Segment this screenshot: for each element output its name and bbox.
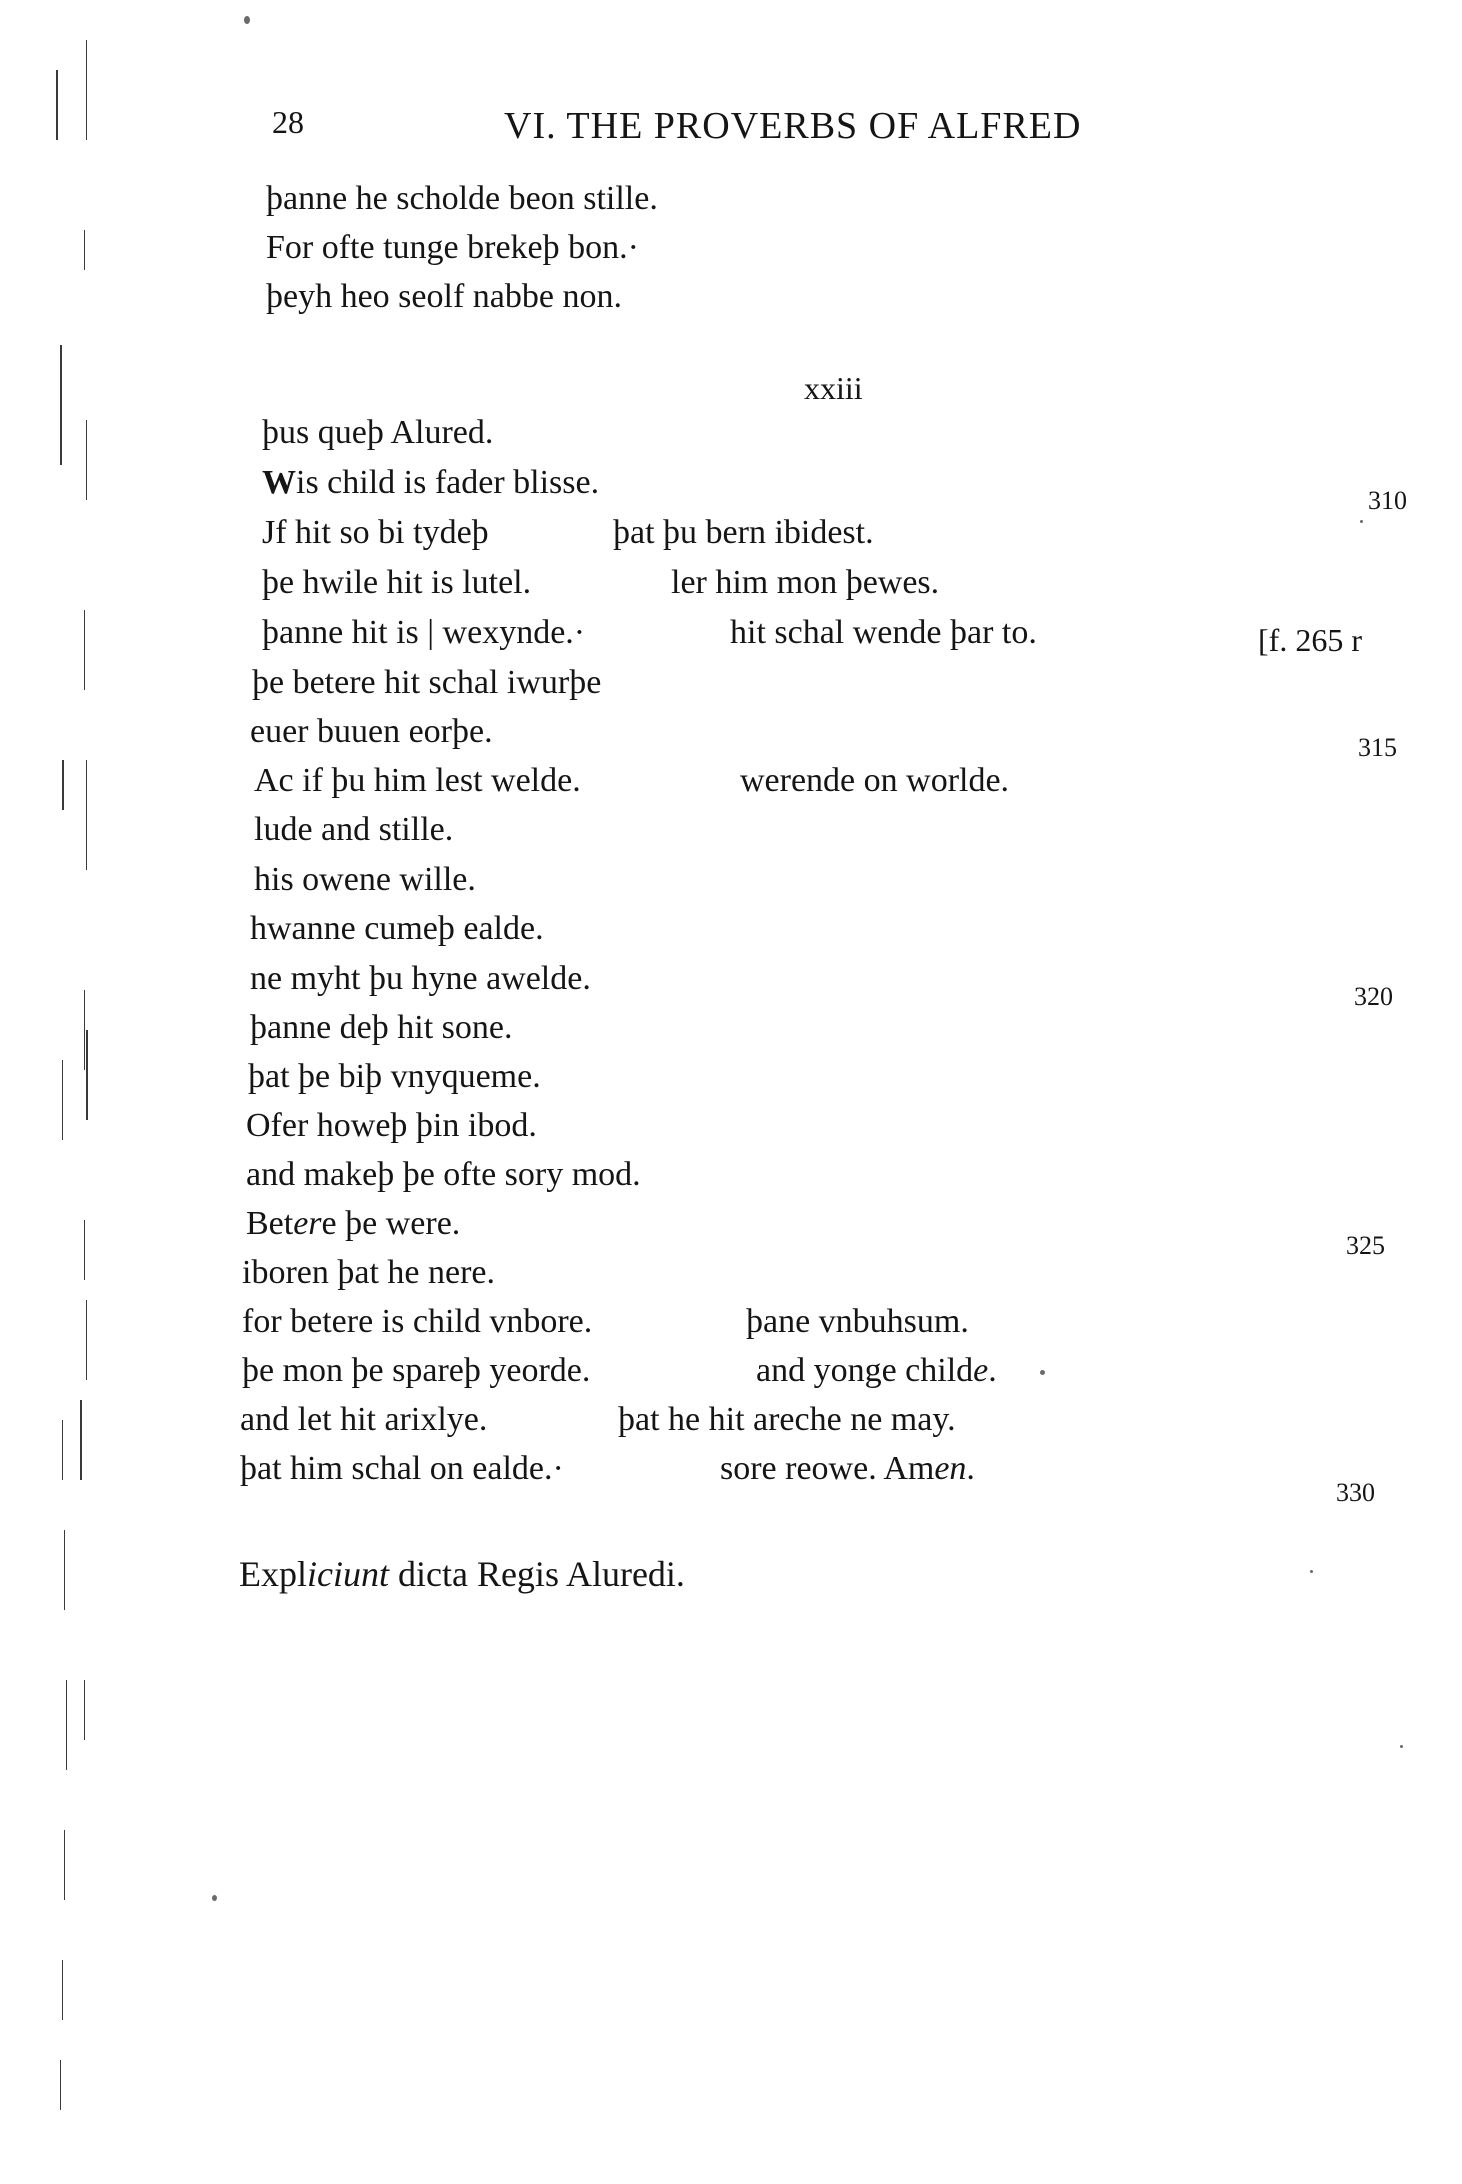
- verse-text-start: and yonge child: [756, 1352, 974, 1389]
- verse-text-second-half: þat he hit areche ne may.: [618, 1401, 956, 1438]
- verse-line: [0, 614, 1462, 664]
- verse-line: [0, 278, 1462, 328]
- verse-line: [0, 229, 1462, 279]
- gutter-mark: [66, 1680, 67, 1770]
- folio-reference: [f. 265 r: [1258, 622, 1362, 658]
- verse-line: [0, 960, 1462, 1010]
- verse-text: þanne deþ hit sone.: [250, 1009, 513, 1046]
- verse-text: his owene wille.: [254, 861, 476, 898]
- verse-text: for betere is child vnbore.: [242, 1303, 593, 1340]
- verse-text: For ofte tunge brekeþ bon.·: [266, 229, 639, 266]
- scan-speck: [1400, 1745, 1403, 1748]
- verse-line: [0, 910, 1462, 960]
- scan-speck: [1310, 1570, 1313, 1573]
- verse-text-start: sore reowe. Am: [720, 1450, 935, 1487]
- verse-text: þeyh heo seolf nabbe non.: [266, 278, 622, 315]
- gutter-mark: [56, 70, 58, 140]
- verse-text: hwanne cumeþ ealde.: [250, 910, 544, 947]
- verse-text: þanne hit is | wexynde.·: [262, 614, 586, 651]
- verse-text-rest: .: [988, 1352, 997, 1389]
- verse-text-rest: is child is fader blisse.: [296, 464, 600, 501]
- explicit-colophon: [239, 1553, 685, 1595]
- line-number: 315: [1358, 733, 1397, 762]
- page-header: [272, 104, 1202, 152]
- verse-text-rest: e þe were.: [321, 1205, 461, 1242]
- verse-line: [0, 861, 1462, 911]
- verse-line: [0, 762, 1462, 812]
- verse-text: euer buuen eorþe.: [250, 713, 493, 750]
- verse-text: iboren þat he nere.: [242, 1254, 495, 1291]
- gutter-mark: [62, 1960, 63, 2020]
- page-number: 28: [272, 104, 304, 140]
- verse-text: and makeþ þe ofte sory mod.: [246, 1156, 641, 1193]
- expanded-abbreviation: iciunt: [307, 1554, 389, 1594]
- verse-line: [0, 664, 1462, 714]
- verse-text: [262, 464, 599, 502]
- verse-line: [0, 1303, 1462, 1353]
- verse-line: [0, 1401, 1462, 1451]
- verse-text: þe betere hit schal iwurþe: [252, 664, 602, 701]
- verse-text: þe mon þe spareþ yeorde.: [242, 1352, 591, 1389]
- verse-text: ne myht þu hyne awelde.: [250, 960, 591, 997]
- verse-text: [246, 1205, 460, 1243]
- verse-line: [0, 1107, 1462, 1157]
- verse-text-second-half: þat þu bern ibidest.: [613, 514, 874, 551]
- gutter-mark: [86, 40, 87, 140]
- line-number: 325: [1346, 1231, 1385, 1260]
- verse-line: [0, 1156, 1462, 1206]
- gutter-mark: [64, 1830, 65, 1900]
- verse-text: þat þe biþ vnyqueme.: [248, 1058, 541, 1095]
- verse-text-rest: .: [966, 1450, 975, 1487]
- verse-line: [0, 1058, 1462, 1108]
- verse-line: [0, 1205, 1462, 1260]
- expanded-abbreviation: er: [293, 1205, 322, 1242]
- verse-line: [0, 564, 1462, 614]
- gutter-mark: [84, 1680, 85, 1740]
- verse-line: [0, 713, 1462, 763]
- initial-capital: W: [262, 464, 296, 501]
- verse-text-second-half: hit schal wende þar to.: [730, 614, 1037, 651]
- scan-speck: [244, 16, 250, 24]
- line-number: 330: [1336, 1478, 1375, 1507]
- line-number: 320: [1354, 982, 1393, 1011]
- line-number: 310: [1368, 486, 1407, 515]
- verse-text-second-half: þane vnbuhsum.: [746, 1303, 969, 1340]
- verse-line: [0, 1450, 1462, 1507]
- verse-text-second-half: [756, 1352, 997, 1390]
- verse-line: [0, 1254, 1462, 1304]
- verse-text: þus queþ Alured.: [262, 414, 494, 451]
- verse-line: [0, 414, 1462, 464]
- verse-text: lude and stille.: [254, 811, 454, 848]
- expanded-abbreviation: e: [973, 1352, 989, 1389]
- running-title: VI. THE PROVERBS OF ALFRED: [504, 105, 1082, 147]
- expanded-abbreviation: en: [934, 1450, 967, 1487]
- verse-line: [0, 464, 1462, 514]
- verse-text-second-half: ler him mon þewes.: [671, 564, 940, 601]
- gutter-mark: [60, 2060, 61, 2110]
- gutter-mark: [64, 1530, 65, 1610]
- explicit-rest: dicta Regis Aluredi.: [388, 1554, 685, 1594]
- verse-text: Jf hit so bi tydeþ: [262, 514, 489, 551]
- verse-line: [0, 1352, 1462, 1402]
- verse-line: [0, 1009, 1462, 1059]
- verse-line: [0, 180, 1462, 230]
- stanza-heading: xxiii: [804, 370, 863, 406]
- verse-text-second-half: werende on worlde.: [740, 762, 1010, 799]
- scan-speck: [212, 1895, 217, 1901]
- verse-text: Ac if þu him lest welde.: [254, 762, 581, 799]
- explicit-start: Expl: [239, 1554, 307, 1594]
- verse-text: Ofer howeþ þin ibod.: [246, 1107, 537, 1144]
- verse-text-second-half: [720, 1450, 975, 1488]
- verse-line: [0, 811, 1462, 861]
- verse-text: þanne he scholde beon stille.: [266, 180, 658, 217]
- verse-text: þe hwile hit is lutel.: [262, 564, 532, 601]
- verse-text-start: Bet: [246, 1205, 294, 1242]
- verse-line: [0, 514, 1462, 564]
- verse-text: þat him schal on ealde.·: [240, 1450, 564, 1487]
- verse-text: and let hit arixlye.: [240, 1401, 488, 1438]
